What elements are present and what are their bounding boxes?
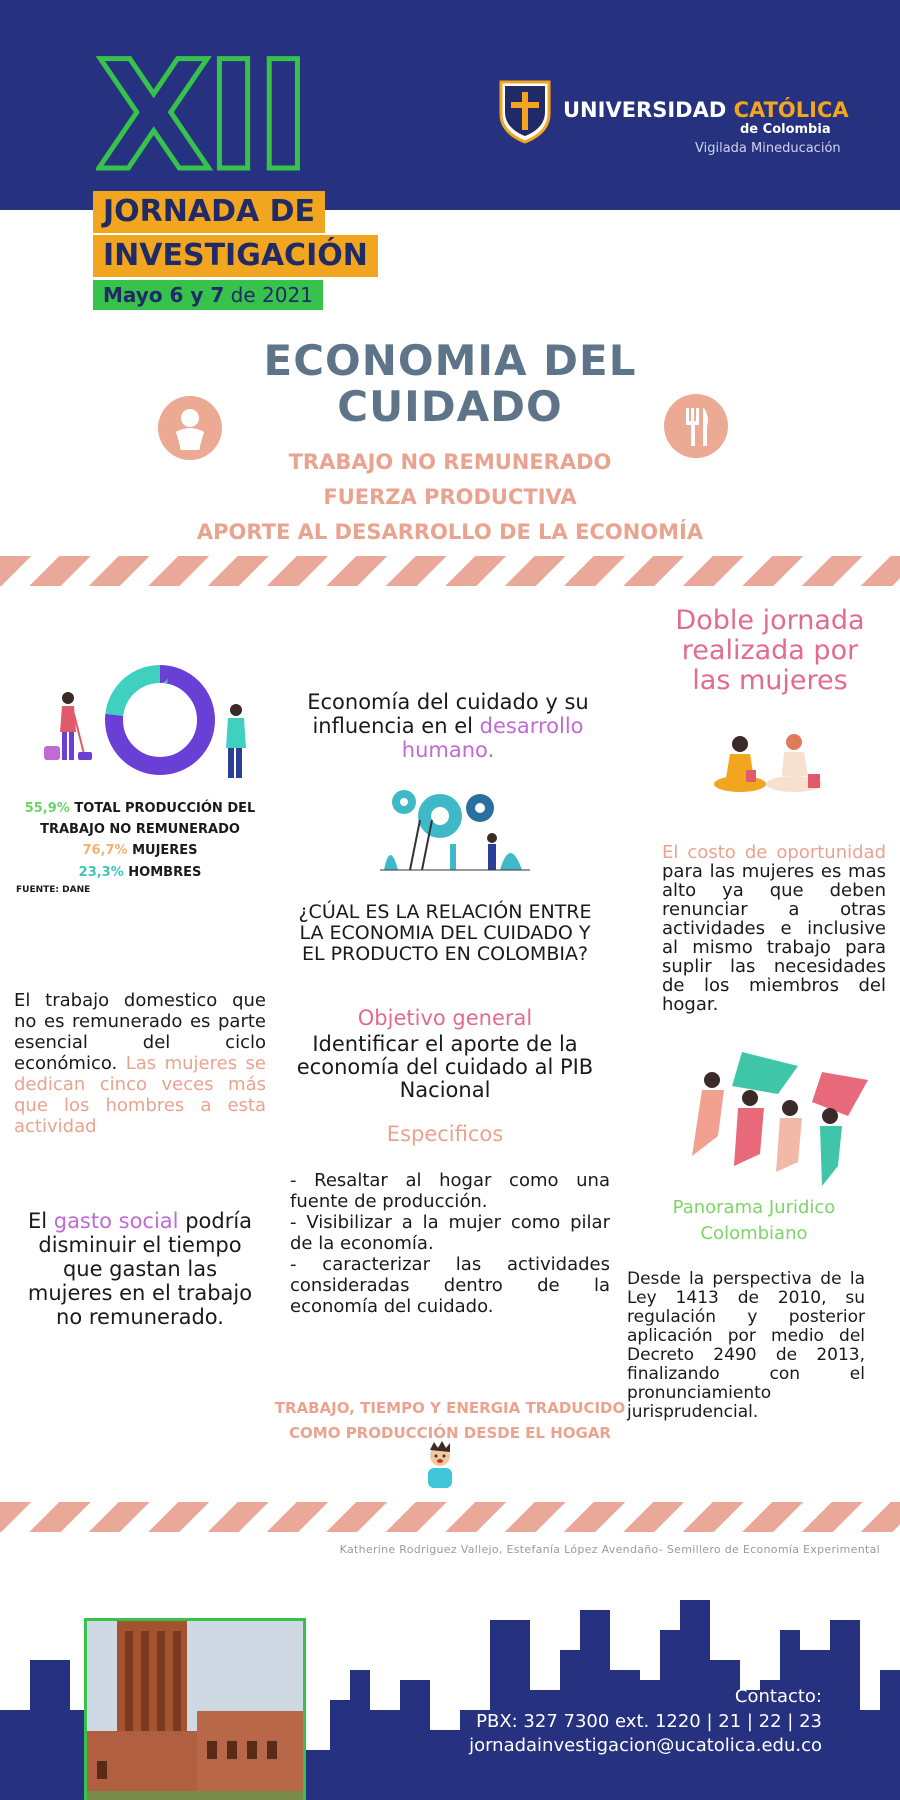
especifico-item-3: - caracterizar las actividades consideradas dentro de la economía del cuidado. [290,1254,610,1317]
source-label: FUENTE: DANE [16,885,91,895]
stat-total-label: TOTAL PRODUCCIÓN DEL [69,801,256,816]
ley-paragraph: Desde la perspectiva de la Ley 1413 de 2010, su regulación y posterior aplicación por medio del Decreto 2490 de 2013, finalizando con el pronunciamiento jurisprudencial. [627,1269,865,1422]
economia-intro-highlight: desarrollo humano. [401,714,584,762]
research-question: ¿CÚAL ES LA RELACIÓN ENTRE LA ECONOMIA DEL CUIDADO Y EL PRODUCTO EN COLOMBIA? [298,901,592,965]
vigilada-text: Vigilada Mineducación [695,141,841,156]
main-title-line1: ECONOMIA DEL [263,336,637,385]
stat-total [20,801,260,816]
caption-line1: TRABAJO, TIEMPO Y ENERGIA TRADUCIDO [274,1399,626,1417]
contact-phone: PBX: 327 7300 ext. 1220 | 21 | 22 | 23 [476,1711,822,1732]
gasto-highlight: gasto social [53,1209,179,1233]
panorama-line2: Colombiano [700,1223,808,1244]
costo-text: para las mujeres es mas alto ya que deben renunciar a otras actividades e inclusive al mismo trabajo para suplir las necesidades de los miembros del hogar. [662,861,886,1015]
jornada-line2: INVESTIGACIÓN [93,235,378,277]
women-march-icon [672,1046,872,1196]
economia-intro-text: Economía del cuidado y su influencia en el [307,690,589,738]
trabajo-text: El trabajo domestico que no es remunerado es parte esencial del ciclo económico. [14,990,266,1074]
university-subname: de Colombia [740,122,831,137]
date-year: de 2021 [224,283,313,307]
caption-line2: COMO PRODUCCIÓN DESDE EL HOGAR [289,1424,611,1442]
divider-stripe-bottom [0,1502,900,1532]
contact-label: Contacto: [734,1686,822,1707]
especifico-item-1: - Resaltar al hogar como una fuente de producción. [290,1170,610,1212]
donut-illustration [40,662,260,792]
objetivo-text: Identificar el aporte de la economía del cuidado al PIB Nacional [296,1032,594,1102]
especificos-list [290,1170,610,1317]
stat-total-label2: TRABAJO NO REMUNERADO [40,822,240,837]
man-standing-icon [226,704,246,778]
trabajo-highlight: Las mujeres se dedican cinco veces más que los hombres a esta actividad [14,1053,266,1137]
university-name [563,98,849,122]
subline-1: TRABAJO NO REMUNERADO [288,450,612,474]
university-name-part1: UNIVERSIDAD [563,98,734,122]
doble-jornada-heading: Doble jornada realizada por las mujeres [675,605,865,696]
costo-highlight: El costo de oportunidad [662,842,886,863]
university-shield-icon [497,78,553,144]
stressed-person-icon [420,1440,460,1492]
gasto-social-paragraph [25,1209,255,1329]
stat-total-value: 55,9% [24,801,70,816]
main-title [180,338,720,430]
authors-credit: Katherine Rodriguez Vallejo, Estefanía López Avendaño- Semillero de Economía Experimental [339,1543,880,1556]
stat-women [20,843,260,858]
trabajo-domestico-paragraph [14,990,266,1137]
jornada-line1: JORNADA DE [93,191,325,233]
woman-cleaning-icon [44,692,92,760]
objetivo-heading: Objetivo general [357,1006,533,1030]
costo-oportunidad-paragraph [662,843,886,1014]
panorama-juridico-heading [654,1195,854,1247]
stat-men-label: HOMBRES [123,865,202,880]
especifico-item-2: - Visibilizar a la mujer como pilar de la economía. [290,1212,610,1254]
stat-women-label: MUJERES [127,843,198,858]
panorama-line1: Panorama Juridico [672,1197,836,1218]
trabajo-tiempo-caption [260,1396,640,1446]
university-name-part2: CATÓLICA [733,98,849,122]
title-sublines [150,445,750,550]
women-sitting-icon [702,730,826,802]
divider-stripe-top [0,556,900,586]
especificos-heading: Especificos [386,1122,504,1146]
xii-text: XII [96,50,306,180]
gasto-text-2: podría disminuir el tiempo que gastan las mujeres en el trabajo no remunerado. [27,1209,253,1329]
subline-2: FUERZA PRODUCTIVA [323,485,577,509]
main-title-line2: CUIDADO [337,382,563,431]
gears-teamwork-icon [380,780,530,872]
xii-logo [96,50,316,180]
stat-women-value: 76,7% [82,843,128,858]
stat-men [20,865,260,880]
economia-intro [288,690,608,762]
stat-men-value: 23,3% [78,865,124,880]
gasto-text-1: El [27,1209,54,1233]
date-bold: Mayo 6 y 7 [103,283,225,307]
event-date [93,280,323,310]
subline-3: APORTE AL DESARROLLO DE LA ECONOMÍA [196,520,704,544]
contact-email[interactable]: jornadainvestigacion@ucatolica.edu.co [469,1735,822,1756]
university-building-photo [84,1618,306,1800]
donut-chart [114,674,206,766]
